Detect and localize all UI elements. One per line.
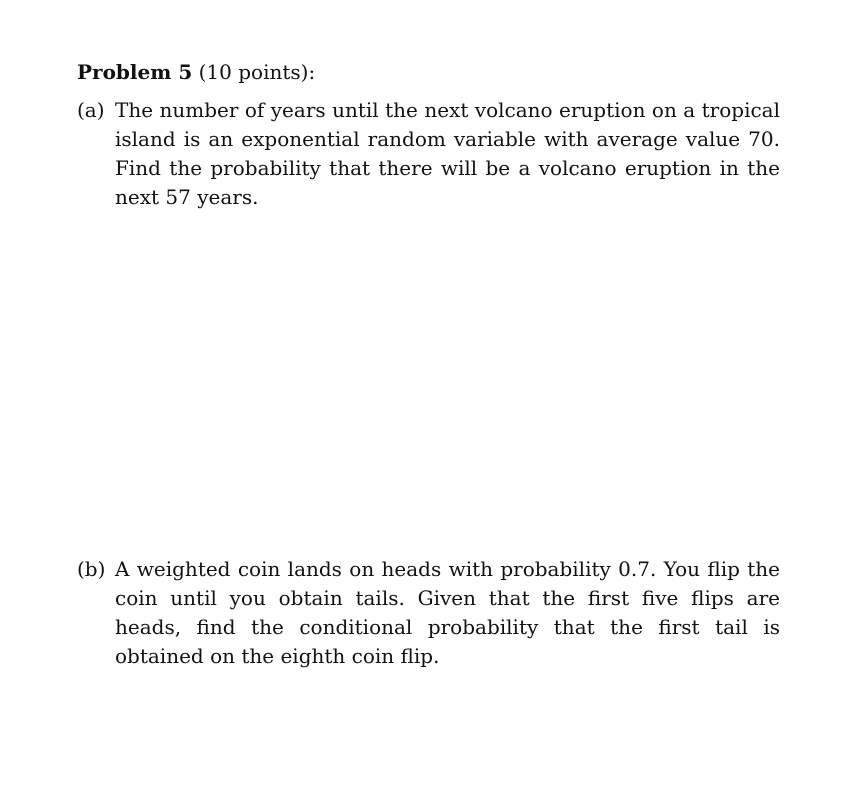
part-b-marker: (b) (77, 557, 106, 581)
problem-points: (10 points): (198, 60, 316, 84)
problem-header (77, 58, 315, 86)
part-a-text: The number of years until the next volcano eruption on a tropical island is an exponential random variable with average value 70. Find the probability that there will be a volcano eruption in the next 57 years. (115, 98, 780, 209)
part-a (77, 96, 780, 212)
part-b (77, 555, 780, 671)
problem-title: Problem 5 (77, 60, 193, 84)
part-a-marker: (a) (77, 98, 105, 122)
part-b-text: A weighted coin lands on heads with probability 0.7. You flip the coin until you obtain tails. Given that the first five flips are heads, find the conditional probability that the first tail is obtained on the eighth coin flip. (115, 557, 780, 668)
